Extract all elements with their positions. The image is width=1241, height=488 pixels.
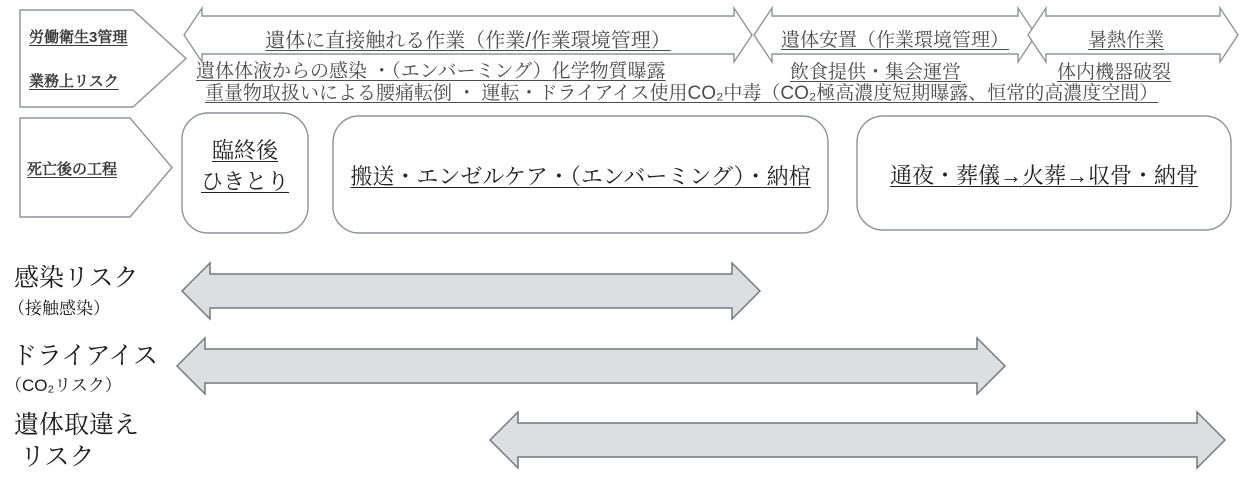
mixup-risk-title-line2: リスク bbox=[20, 443, 95, 471]
risk-line-heavy-lifting-co2: 重量物取扱いによる腰痛転倒 ・ 運転・ドライアイス使用CO₂中毒（CO₂極高濃度短期曝露、恒常的高濃度空間） bbox=[205, 83, 1159, 104]
dryice-risk-arrow bbox=[177, 338, 1005, 394]
risk-line-food-service: 飲食提供・集会運営 bbox=[790, 62, 962, 83]
infection-risk-title: 感染リスク bbox=[14, 264, 139, 292]
stage-label-transport-care-coffin: 搬送・エンゼルケア・（エンバーミング）・納棺 bbox=[350, 164, 811, 189]
infection-risk-subtitle: （接触感染） bbox=[8, 299, 110, 318]
mixup-risk-title: 遺体取違え bbox=[14, 411, 140, 439]
stage-label-deathbed-pickup bbox=[182, 135, 308, 197]
worker-health-pentagon bbox=[20, 10, 186, 107]
stage-label-deathbed-pickup-line1: 臨終後 bbox=[211, 138, 278, 163]
risk-line-implant-rupture: 体内機器破裂 bbox=[1057, 62, 1172, 83]
stage-label-deathbed-pickup-line2: ひきとり bbox=[200, 169, 289, 194]
infection-risk-arrow bbox=[182, 263, 760, 319]
stage-label-wake-funeral-cremation: 通夜・葬儀→火葬→収骨・納骨 bbox=[889, 163, 1198, 188]
process-pentagon-label: 死亡後の工程 bbox=[27, 161, 118, 178]
mixup-risk-arrow bbox=[490, 412, 1225, 468]
worker-health-label-line1: 労働衛生3管理 bbox=[29, 29, 128, 46]
top-arrow-label-direct-contact-work: 遺体に直接触れる作業（作業/作業環境管理） bbox=[265, 30, 671, 52]
worker-health-label-line2: 業務上リスク bbox=[29, 73, 119, 90]
top-arrow-label-body-storage: 遺体安置（作業環境管理） bbox=[780, 30, 1009, 51]
dryice-risk-title: ドライアイス bbox=[12, 342, 159, 370]
top-arrow-label-heat-work: 暑熱作業 bbox=[1087, 30, 1164, 51]
dryice-risk-subtitle: （CO₂リスク） bbox=[5, 376, 122, 395]
risk-line-bodyfluid-chemical: 遺体体液からの感染 ・（エンバーミング）化学物質曝露 bbox=[196, 61, 666, 82]
